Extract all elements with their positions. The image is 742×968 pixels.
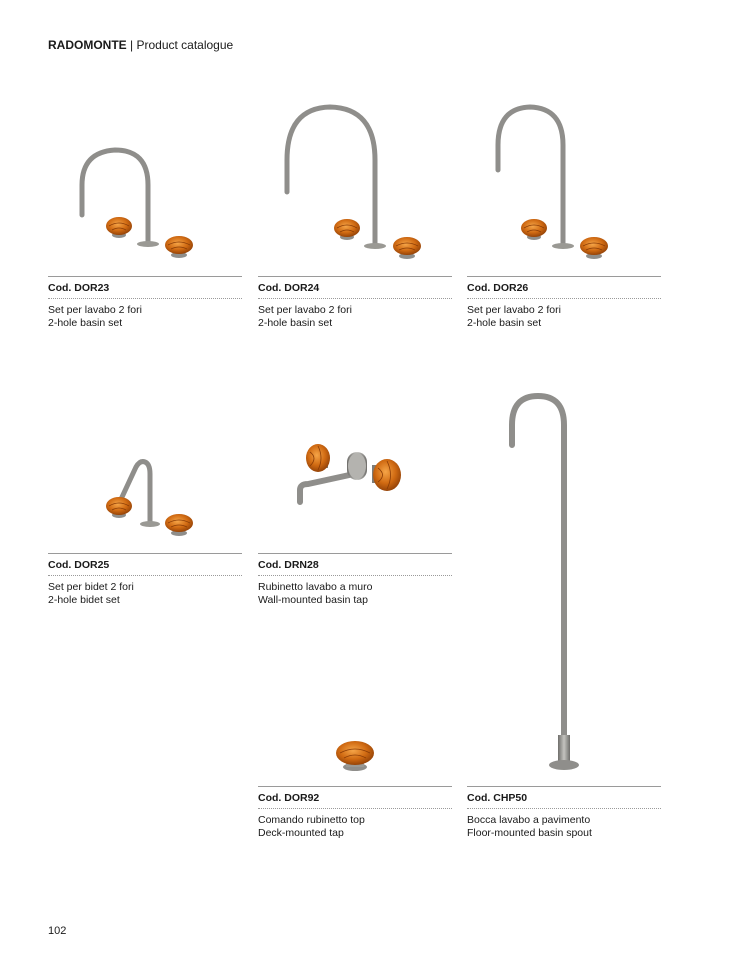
product-card-dor92 bbox=[258, 786, 452, 840]
product-desc-it: Set per lavabo 2 fori bbox=[48, 304, 142, 316]
product-desc-it: Set per lavabo 2 fori bbox=[467, 304, 561, 316]
product-code: Cod. DOR26 bbox=[467, 277, 661, 299]
product-image-dor26 bbox=[485, 100, 625, 265]
product-code: Cod. DOR92 bbox=[258, 787, 452, 809]
page-header bbox=[48, 38, 233, 52]
product-image-dor23 bbox=[70, 140, 210, 265]
product-desc-en: Floor-mounted basin spout bbox=[467, 827, 592, 839]
page-number: 102 bbox=[48, 925, 67, 937]
product-desc-en: Deck-mounted tap bbox=[258, 827, 344, 839]
product-desc-en: 2-hole basin set bbox=[48, 317, 123, 329]
product-desc-en: 2-hole basin set bbox=[467, 317, 542, 329]
product-image-dor92 bbox=[330, 735, 380, 775]
product-code: Cod. DRN28 bbox=[258, 554, 452, 576]
product-image-drn28 bbox=[292, 440, 417, 515]
product-card-dor26 bbox=[467, 276, 661, 330]
product-image-chp50 bbox=[500, 390, 590, 775]
product-desc-it: Comando rubinetto top bbox=[258, 814, 365, 826]
header-separator: | bbox=[126, 38, 137, 52]
product-image-dor24 bbox=[275, 100, 435, 265]
product-code: Cod. CHP50 bbox=[467, 787, 661, 809]
product-code: Cod. DOR23 bbox=[48, 277, 242, 299]
product-desc-en: 2-hole bidet set bbox=[48, 594, 120, 606]
product-card-dor25 bbox=[48, 553, 242, 607]
header-title: Product catalogue bbox=[136, 38, 234, 52]
product-card-dor23 bbox=[48, 276, 242, 330]
product-desc-en: Wall-mounted basin tap bbox=[258, 594, 368, 606]
product-desc-it: Rubinetto lavabo a muro bbox=[258, 581, 373, 593]
product-card-drn28 bbox=[258, 553, 452, 607]
product-code: Cod. DOR25 bbox=[48, 554, 242, 576]
product-desc-it: Set per lavabo 2 fori bbox=[258, 304, 352, 316]
product-code: Cod. DOR24 bbox=[258, 277, 452, 299]
product-image-dor25 bbox=[100, 452, 200, 542]
product-card-dor24 bbox=[258, 276, 452, 330]
product-desc-it: Set per bidet 2 fori bbox=[48, 581, 134, 593]
product-desc-it: Bocca lavabo a pavimento bbox=[467, 814, 591, 826]
product-card-chp50 bbox=[467, 786, 661, 840]
brand-name: RADOMONTE bbox=[48, 38, 127, 52]
product-desc-en: 2-hole basin set bbox=[258, 317, 333, 329]
